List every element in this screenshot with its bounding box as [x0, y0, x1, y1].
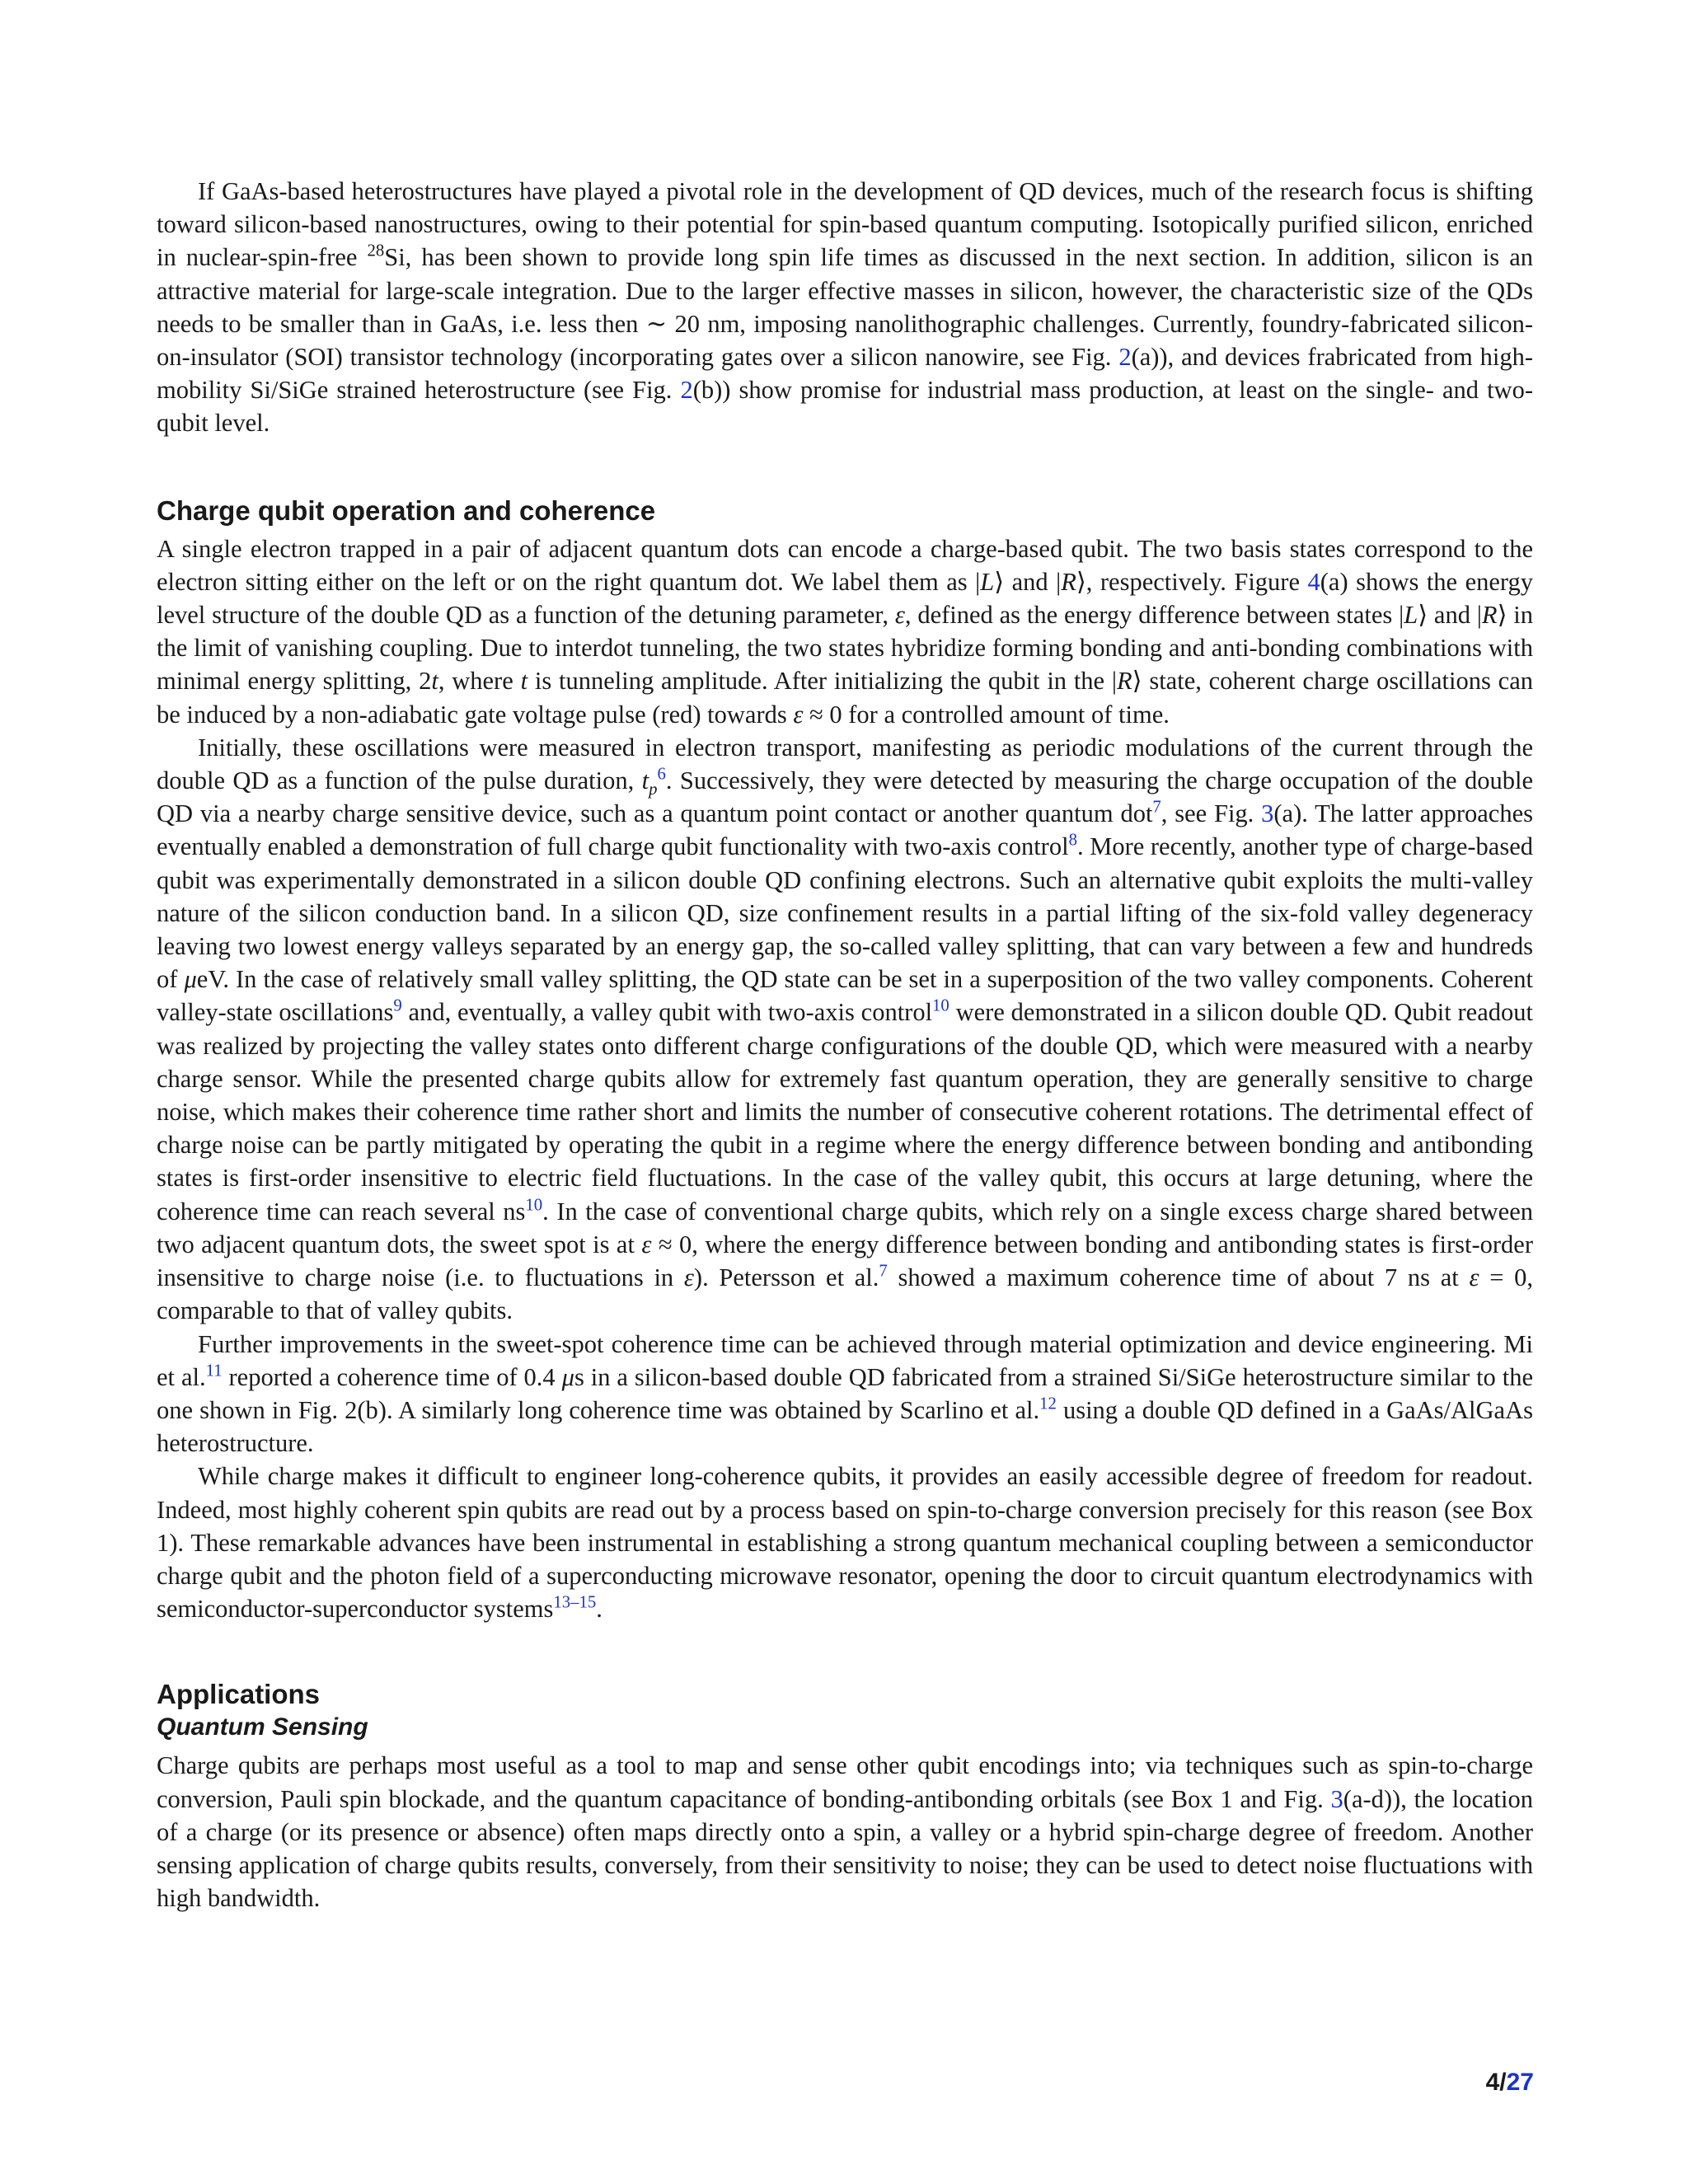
citation-link[interactable]: 11	[205, 1361, 223, 1380]
section-heading-applications: Applications	[157, 1679, 321, 1710]
citation-link[interactable]: 8	[1068, 832, 1077, 851]
body-text	[157, 175, 1533, 1915]
citation-link[interactable]: 7	[1152, 798, 1161, 817]
page-number-separator: /	[1499, 2069, 1507, 2096]
figure-ref-link[interactable]: 4	[1307, 567, 1320, 596]
paragraph-quantum-sensing: Charge qubits are perhaps most useful as a tool to map and sense other qubit encodings into; via techniques such as spin-to-charge conversion, Pauli spin blockade, and the quantum capacitance of bonding-antibonding orbitals (see Box 1 and Fig. 3(a-d)), the location of a charge (or its presence or absence) often maps directly onto a spin, a valley or a hybrid spin-charge degree of freedom. Another sensing application of charge qubits results, conversely, from their sensitivity to noise; they can be used to detect noise fluctuations with high bandwidth.	[157, 1751, 1533, 1913]
paragraph-charge-qubit-1: A single electron trapped in a pair of adjacent quantum dots can encode a charge-based qubit. The two basis states correspond to the electron sitting either on the left or on the right quantum dot. We label them as |L⟩ and |R⟩, respectively. Figure 4(a) shows the energy level structure of the double QD as a function of the detuning parameter, ε, defined as the energy difference between states |L⟩ and |R⟩ in the limit of vanishing coupling. Due to interdot tunneling, the two states hybridize forming bonding and anti-bonding combinations with minimal energy splitting, 2t, where t is tunneling amplitude. After initializing the qubit in the |R⟩ state, coherent charge oscillations can be induced by a non-adiabatic gate voltage pulse (red) towards ε ≈ 0 for a controlled amount of time.	[157, 534, 1534, 729]
figure-ref-link[interactable]: 2	[1118, 343, 1132, 372]
citation-link[interactable]: 13–15	[553, 1593, 597, 1612]
citation-link[interactable]: 12	[1039, 1394, 1057, 1413]
citation-link[interactable]: 7	[879, 1262, 888, 1281]
figure-ref-link[interactable]: 3	[1330, 1784, 1343, 1813]
citation-link[interactable]: 10	[525, 1196, 543, 1215]
subsection-heading-quantum-sensing: Quantum Sensing	[157, 1713, 368, 1741]
citation-link[interactable]: 6	[657, 765, 666, 784]
paragraph-charge-qubit-4: While charge makes it difficult to engineer long-coherence qubits, it provides an easily accessible degree of freedom for readout. Indeed, most highly coherent spin qubits are read out by a process based on spin-to-charge conversion precisely for this reason (see Box 1). These remarkable advances have been instrumental in establishing a strong quantum mechanical coupling between a semiconductor charge qubit and the photon field of a superconducting microwave resonator, opening the door to circuit quantum electrodynamics with semiconductor-superconductor systems$^{13-15}$.	[157, 1462, 1533, 1624]
figure-ref-link[interactable]: 3	[1261, 799, 1274, 828]
section-heading-charge-qubit: Charge qubit operation and coherence	[157, 494, 656, 526]
page-number-current: 4	[1485, 2069, 1500, 2096]
page-number	[1486, 2069, 1534, 2097]
paragraph-charge-qubit-2: Initially, these oscillations were measured in electron transport, manifesting as periodic modulations of the current through the double QD as a function of the pulse duration, $t_p^6$. Successively, they were detected by measuring the charge occupation of the double QD via a nearby charge sensitive device, such as a quantum point contact or another quantum dot$^7$, see Fig. 3(a). The latter approaches eventually enabled a demonstration of full charge qubit functionality with two-axis control$^8$. More recently, another type of charge-based qubit was experimentally demonstrated in a silicon double QD confining electrons. Such an alternative qubit exploits the multi-valley nature of the silicon conduction band. In a silicon QD, size confinement results in a partial lifting of the six-fold valley degeneracy leaving two lowest energy valleys separated by an energy gap, the so-called valley splitting, that can vary between a few and hundreds of μeV. In the case of relatively small valley splitting, the QD state can be set in a superposition of the two valley components. Coherent valley-state oscillations$^9$ and, eventually, a valley qubit with two-axis control$^{10}$ were demonstrated in a silicon double QD. Qubit readout was realized by projecting the valley states onto different charge configurations of the double QD, which were measured with a nearby charge sensor. While the presented charge qubits allow for extremely fast quantum operation, they are generally sensitive to charge noise, which makes their coherence time rather short and limits the number of consecutive coherent rotations. The detrimental effect of charge noise can be partly mitigated by operating the qubit in a regime where the energy difference between bonding and antibonding states is first-order insensitive to electric field fluctuations. In the case of the valley qubit, this occurs at large detuning, where the coherence time can reach several $ns^{10}$. In the case of conventional charge qubits, which rely on a single excess charge shared between two adjacent quantum dots, the sweet spot is at ε ≈ 0, where the energy difference between bonding and antibonding states is first-order insensitive to charge noise (i.e. to fluctuations in ε). Petersson et al.$^7$ showed a maximum coherence time of about 7 ns at ε = 0, comparable to that of valley qubits.	[157, 733, 1534, 1325]
paragraph-charge-qubit-3: Further improvements in the sweet-spot coherence time can be achieved through material optimization and device engineering. Mi et al.$^{11}$ reported a coherence time of 0.4 μs in a silicon-based double QD fabricated from a strained Si/SiGe heterostructure similar to the one shown in Fig. 2(b). A similarly long coherence time was obtained by Scarlino et al.$^{12}$ using a double QD defined in a GaAs/AlGaAs heterostructure.	[157, 1329, 1533, 1458]
figure-ref-link[interactable]: 2	[680, 376, 693, 405]
citation-link[interactable]: 10	[932, 997, 950, 1016]
citation-link[interactable]: 9	[393, 997, 402, 1016]
paragraph-intro: If GaAs-based heterostructures have played a pivotal role in the development of QD devices, much of the research focus is shifting toward silicon-based nanostructures, owing to their potential for spin-based quantum computing. Isotopically purified silicon, enriched in nuclear-spin-free $^{28}$Si, has been shown to provide long spin life times as discussed in the next section. In addition, silicon is an attractive material for large-scale integration. Due to the larger effective masses in silicon, however, the characteristic size of the QDs needs to be smaller than in GaAs, i.e. less then ∼ 20 nm, imposing nanolithographic challenges. Currently, foundry-fabricated silicon-on-insulator (SOI) transistor technology (incorporating gates over a silicon nanowire, see Fig. 2(a)), and devices frabricated from high-mobility Si/SiGe strained heterostructure (see Fig. 2(b)) show promise for industrial mass production, at least on the single- and two-qubit level.	[157, 177, 1533, 438]
page-number-total-link[interactable]: 27	[1506, 2069, 1534, 2096]
